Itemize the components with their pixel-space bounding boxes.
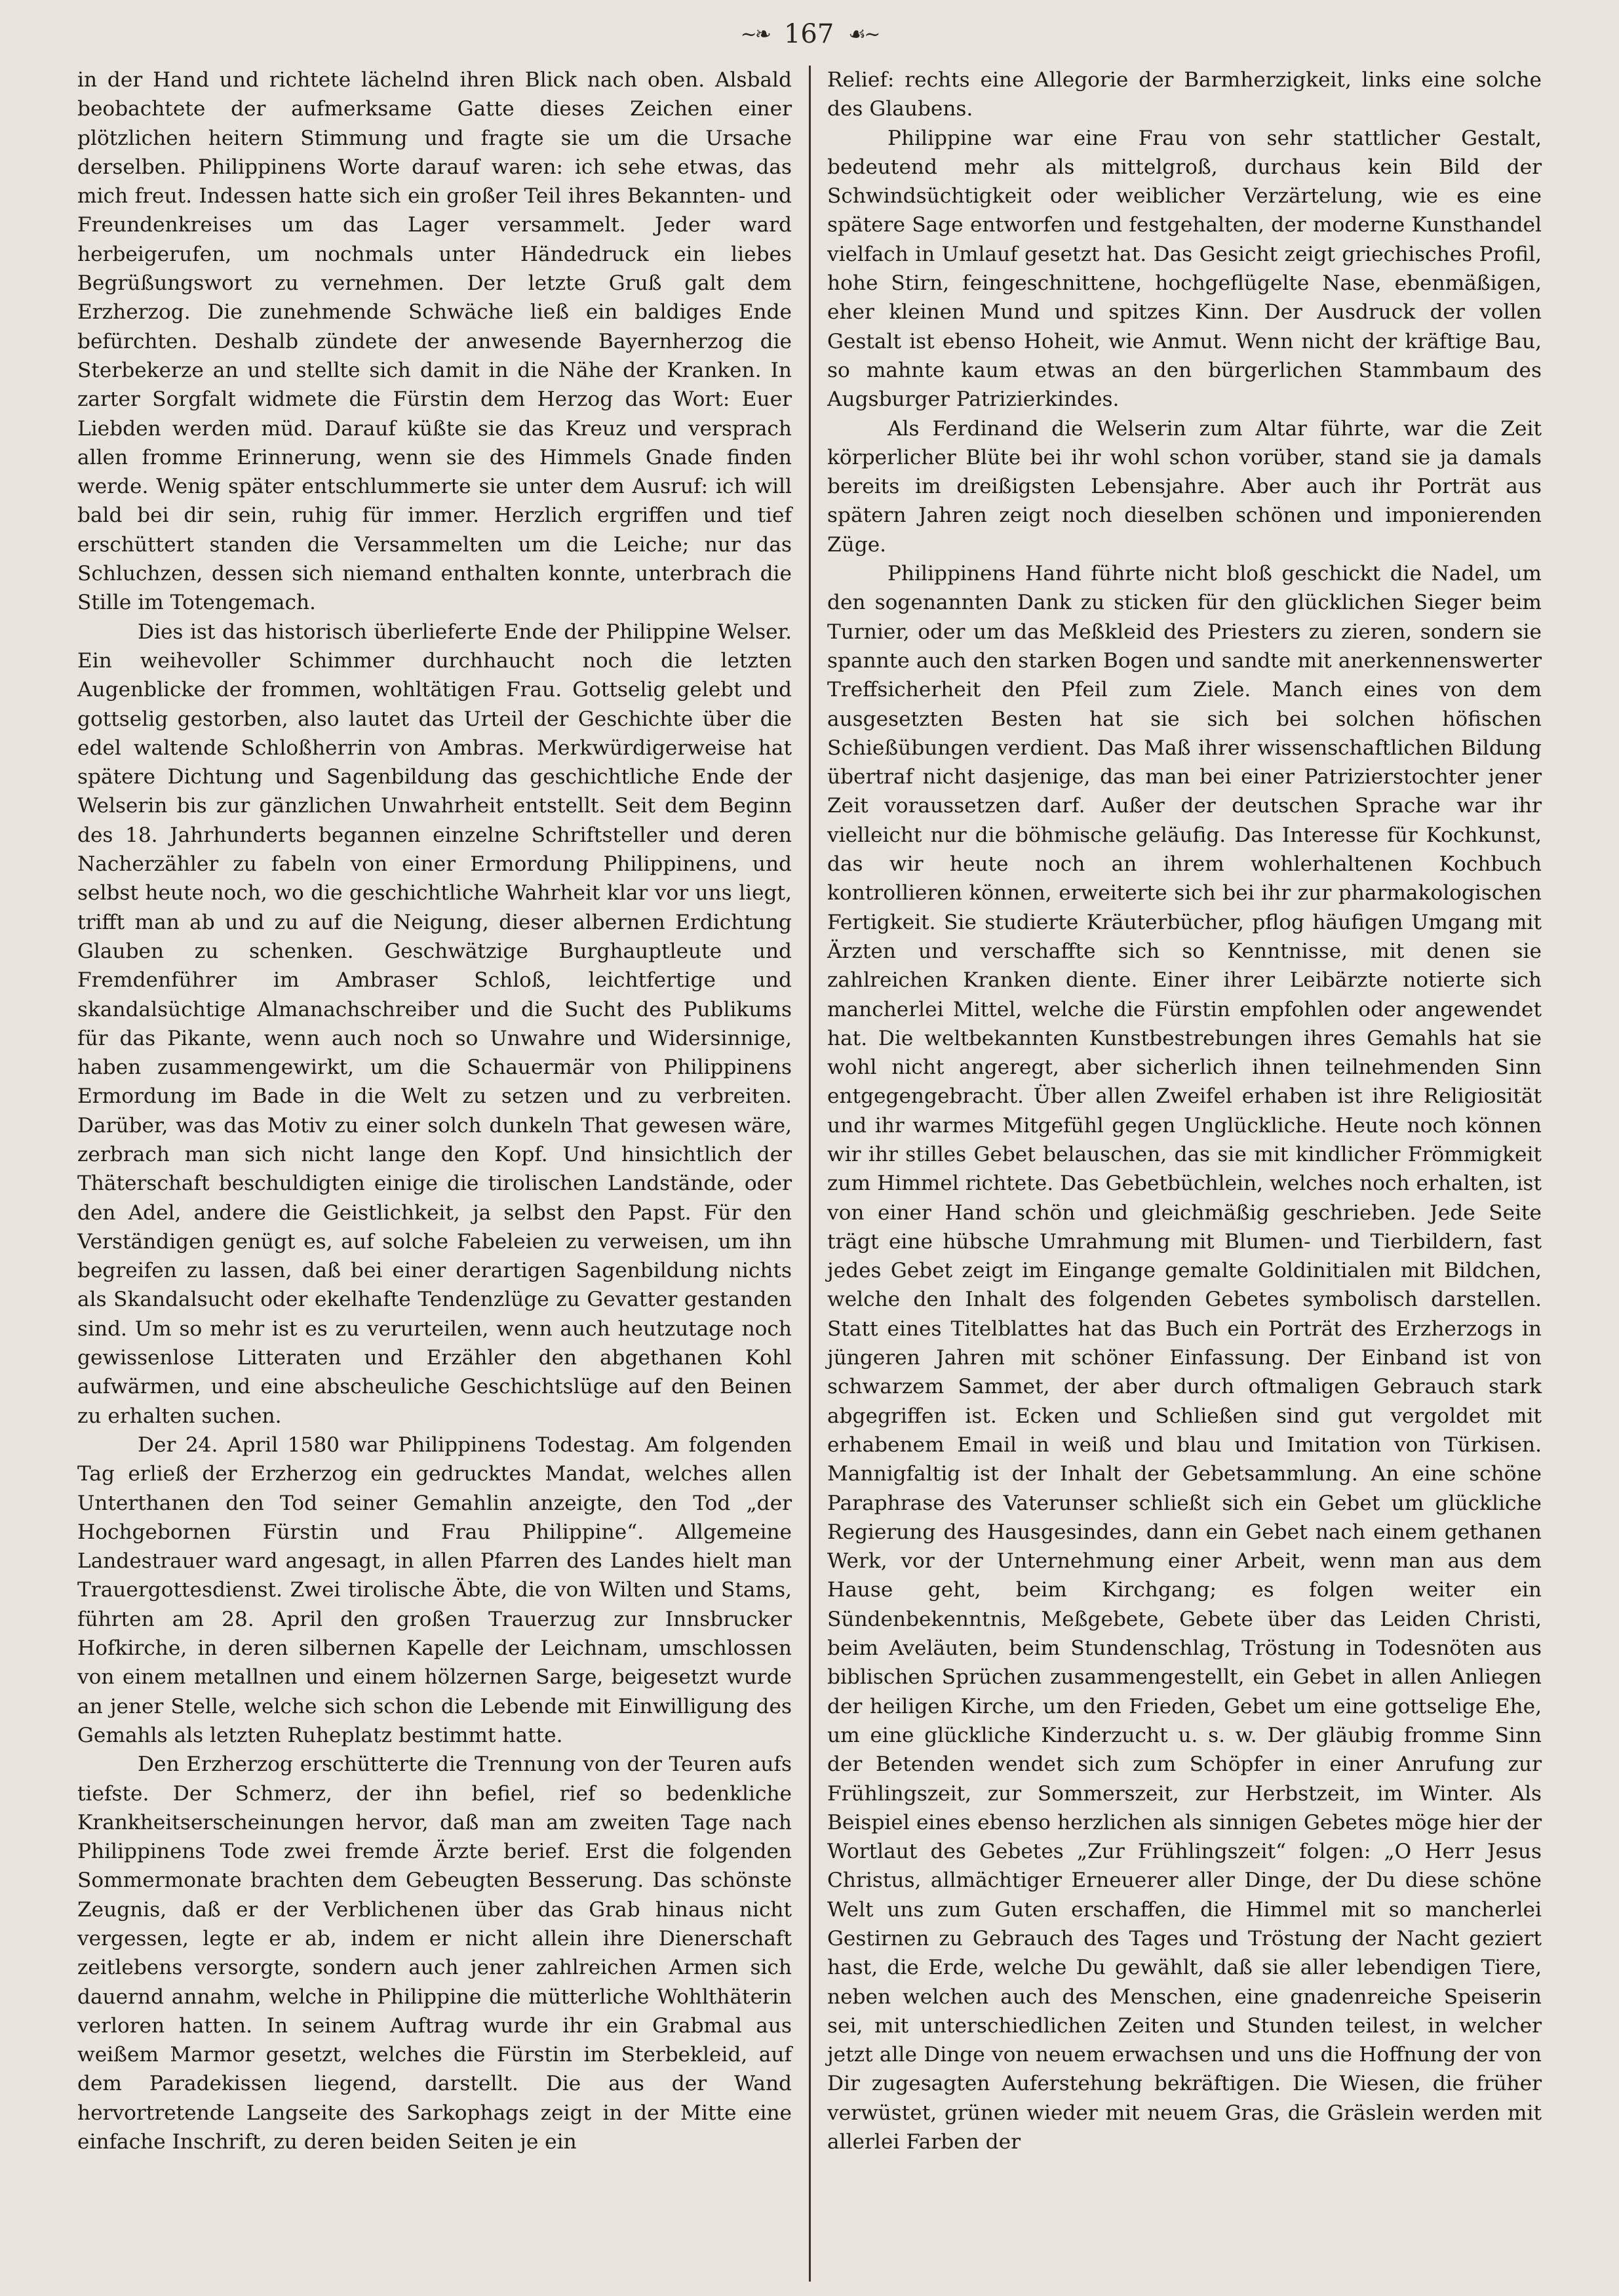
paragraph: in der Hand und richtete lächelnd ihren Blick nach oben. Alsbald beobachtete der aufmerksame Gatte dieses Zeichen einer plötzlichen heitern Stimmung und fragte sie um die Ursache derselben. Philippinens Worte darauf waren: ich sehe etwas, das mich freut. Indessen hatte sich ein großer Teil ihres Bekannten- und Freundenkreises um das Lager versammelt. Jeder ward herbeigerufen, um nochmals unter Händedruck ein liebes Begrüßungswort zu vernehmen. Der letzte Gruß galt dem Erzherzog. Die zunehmende Schwäche ließ ein baldiges Ende befürchten. Deshalb zündete der anwesende Bayernherzog die Sterbekerze an und stellte sich damit in die Nähe der Kranken. In zarter Sorgfalt widmete die Fürstin dem Herzog das Wort: Euer Liebden werden müd. Darauf küßte sie das Kreuz und versprach allen fromme Erinnerung, wenn sie des Himmels Gnade finden werde. Wenig später entschlummerte sie unter dem Ausruf: ich will bald bei dir sein, ruhig für immer. Herzlich ergriffen und tief erschüttert standen die Versammelten um die Leiche; nur das Schluchzen, dessen sich niemand enthalten konnte, unterbrach die Stille im Totengemach.: [77, 68, 792, 615]
paragraph: Philippinens Hand führte nicht bloß geschickt die Nadel, um den sogenannten Dank zu sticken für den glücklichen Sieger beim Turnier, oder um das Meßkleid des Priesters zu zieren, sondern sie spannte auch den starken Bogen und sandte mit anerkennenswerter Treffsicherheit den Pfeil zum Ziele. Manch eines von dem ausgesetzten Besten hat sie sich bei solchen höfischen Schießübungen verdient. Das Maß ihrer wissenschaftlichen Bildung übertraf nicht dasjenige, das man bei einer Patrizierstochter jener Zeit voraussetzen darf. Außer der deutschen Sprache war ihr vielleicht nur die böhmische geläufig. Das Interesse für Kochkunst, das wir heute noch an ihrem wohlerhaltenen Kochbuch kontrollieren können, erweiterte sich bei ihr zur pharmakologischen Fertigkeit. Sie studierte Kräuterbücher, pflog häufigen Umgang mit Ärzten und verschaffte sich so Kenntnisse, mit denen sie zahlreichen Kranken diente. Einer ihrer Leibärzte notierte sich mancherlei Mittel, welche die Fürstin empfohlen oder angewendet hat. Die weltbekannten Kunstbestrebungen ihres Gemahls hat sie wohl nicht angeregt, aber sicherlich ihnen teilnehmenden Sinn entgegengebracht. Über allen Zweifel erhaben ist ihre Religiosität und ihr warmes Mitgefühl gegen Unglückliche. Heute noch können wir ihr stilles Gebet belauschen, das sie mit kindlicher Frömmigkeit zum Himmel richtete. Das Gebetbüchlein, welches noch erhalten, ist von einer Hand schön und gleichmäßig geschrieben. Jede Seite trägt eine hübsche Umrahmung mit Blumen- und Tierbildern, fast jedes Gebet zeigt im Eingange gemalte Goldinitialen mit Bildchen, welche den Inhalt des folgenden Gebetes symbolisch darstellen. Statt eines Titelblattes hat das Buch ein Porträt des Erzherzogs in jüngeren Jahren mit schöner Einfassung. Der Einband ist von schwarzem Sammet, der aber durch oftmaligen Gebrauch stark abgegriffen ist. Ecken und Schließen sind gut vergoldet mit erhabenem Email in weiß und blau und Imitation von Türkisen. Mannigfaltig ist der Inhalt der Gebetsammlung. An eine schöne Paraphrase des Vaterunser schließt sich ein Gebet um glückliche Regierung des Hausgesindes, dann ein Gebet nach einem gethanen Werk, vor der Unternehmung einer Arbeit, wenn man aus dem Hause geht, beim Kirchgang; es folgen weiter ein Sündenbekenntnis, Meßgebete, Gebete über das Leiden Christi, beim Aveläuten, beim Stundenschlag, Tröstung in Todesnöten aus biblischen Sprüchen zusammengestellt, ein Gebet in allen Anliegen der heiligen Kirche, um den Frieden, Gebet um eine gottselige Ehe, um eine glückliche Kinderzucht u. s. w. Der gläubig fromme Sinn der Betenden wendet sich zum Schöpfer in einer Anrufung zur Frühlingszeit, zur Sommerszeit, zur Herbstzeit, im Winter. Als Beispiel eines ebenso herzlichen als sinnigen Gebetes möge hier der Wortlaut des Gebetes „Zur Frühlingszeit“ folgen: „O Herr Jesus Christus, allmächtiger Erneuerer aller Dinge, der Du diese schöne Welt uns zum Guten erschaffen, die Himmel mit so mancherlei Gestirnen zu Gebrauch des Tages und Tröstung der Nacht geziert hast, die Erde, welche Du gewählt, daß sie aller lebendigen Tiere, neben welchen auch des Menschen, eine gnadenreiche Speiserin sei, mit unterschiedlichen Zeiten und Stunden teilest, in welcher jetzt alle Dinge von neuem erwachsen und uns die Hoffnung der von Dir zugesagten Auferstehung bekräftigen. Die Wiesen, die früher verwüstet, grünen wieder mit neuem Gras, die Gräslein werden mit allerlei Farben der: [827, 562, 1542, 2154]
paragraph: Der 24. April 1580 war Philippinens Todestag. Am folgenden Tag erließ der Erzherzog ein gedrucktes Mandat, welches allen Unterthanen den Tod seiner Gemahlin anzeigte, den Tod „der Hochgebornen Fürstin und Frau Philippine“. Allgemeine Landestrauer ward angesagt, in allen Pfarren des Landes hielt man Trauergottesdienst. Zwei tirolische Äbte, die von Wilten und Stams, führten am 28. April den großen Trauerzug zur Innsbrucker Hofkirche, in deren silbernen Kapelle der Leichnam, umschlossen von einem metallnen und einem hölzernen Sarge, beigesetzt wurde an jener Stelle, welche sich schon die Lebende mit Einwilligung des Gemahls als letzten Ruheplatz bestimmt hatte.: [77, 1433, 792, 1747]
paragraph: Den Erzherzog erschütterte die Trennung von der Teuren aufs tiefste. Der Schmerz, der ihn befiel, rief so bedenkliche Krankheitserscheinungen hervor, daß man am zweiten Tage nach Philippinens Tode zwei fremde Ärzte berief. Erst die folgenden Sommermonate brachten dem Gebeugten Besserung. Das schönste Zeugnis, daß er der Verblichenen über das Grab hinaus nicht vergessen, legte er ab, indem er nicht allein ihre Dienerschaft zeitlebens versorgte, sondern auch jener zahlreichen Armen sich dauernd annahm, welche in Philippine die mütterliche Wohlthäterin verloren hatten. In seinem Auftrag wurde ihr ein Grabmal aus weißem Marmor gesetzt, welches die Fürstin im Sterbekleid, auf dem Paradekissen liegend, darstellt. Die aus der Wand hervortretende Langseite des Sarkophags zeigt in der Mitte eine einfache Inschrift, zu deren beiden Seiten je ein: [77, 1752, 792, 2154]
column-divider: [809, 66, 811, 2282]
left-column: [77, 66, 792, 2156]
left-ornament: ~❧: [740, 22, 770, 46]
paragraph: Philippine war eine Frau von sehr stattlicher Gestalt, bedeutend mehr als mittelgroß, durchaus kein Bild der Schwindsüchtigkeit oder weiblicher Verzärtelung, wie es eine spätere Sage entworfen und festgehalten, der moderne Kunsthandel vielfach in Umlauf gesetzt hat. Das Gesicht zeigt griechisches Profil, hohe Stirn, feingeschnittene, hochgeflügelte Nase, ebenmäßigen, eher kleinen Mund und spitzes Kinn. Der Ausdruck der vollen Gestalt ist ebenso Hoheit, wie Anmut. Wenn nicht der kräftige Bau, so mahnte kaum etwas an den bürgerlichen Stammbaum des Augsburger Patrizierkindes.: [827, 126, 1542, 412]
page-number: 167: [783, 19, 834, 49]
paragraph: Relief: rechts eine Allegorie der Barmherzigkeit, links eine solche des Glaubens.: [827, 68, 1542, 121]
paragraph: Als Ferdinand die Welserin zum Altar führte, war die Zeit körperlicher Blüte bei ihr wohl schon vorüber, stand sie ja damals bereits im dreißigsten Lebensjahre. Aber auch ihr Porträt aus spätern Jahren zeigt noch dieselben schönen und imponierenden Züge.: [827, 416, 1542, 557]
right-ornament: ☙~: [848, 22, 879, 46]
page-header: [0, 14, 1619, 54]
paragraph: Dies ist das historisch überlieferte Ende der Philippine Welser. Ein weihevoller Schimmer durchhaucht noch die letzten Augenblicke der frommen, wohltätigen Frau. Gottselig gelebt und gottselig gestorben, also lautet das Urteil der Geschichte über die edel waltende Schloßherrin von Ambras. Merkwürdigerweise hat spätere Dichtung und Sagenbildung das geschichtliche Ende der Welserin bis zur gänzlichen Unwahrheit entstellt. Seit dem Beginn des 18. Jahrhunderts begannen einzelne Schriftsteller und deren Nacherzähler zu fabeln von einer Ermordung Philippinens, und selbst heute noch, wo die geschichtliche Wahrheit klar vor uns liegt, trifft man ab und zu auf die Neigung, dieser albernen Erdichtung Glauben zu schenken. Geschwätzige Burghauptleute und Fremdenführer im Ambraser Schloß, leichtfertige und skandalsüchtige Almanachschreiber und die Sucht des Publikums für das Pikante, wenn auch noch so Unwahre und Widersinnige, haben zusammengewirkt, um die Schauermär von Philippinens Ermordung im Bade in die Welt zu setzen und zu verbreiten. Darüber, was das Motiv zu einer solch dunkeln That gewesen wäre, zerbrach man sich nicht lange den Kopf. Und hinsichtlich der Thäterschaft beschuldigten einige die tirolischen Landstände, oder den Adel, andere die Geistlichkeit, ja selbst den Papst. Für den Verständigen genügt es, auf solche Fabeleien zu verweisen, um ihn begreifen zu lassen, daß bei einer derartigen Sagenbildung nichts als Skandalsucht oder ekelhafte Tendenzlüge zu Gevatter gestanden sind. Um so mehr ist es zu verurteilen, wenn auch heutzutage noch gewissenlose Litteraten und Erzähler den abgethanen Kohl aufwärmen, und eine abscheuliche Geschichtslüge auf den Beinen zu erhalten suchen.: [77, 620, 792, 1428]
right-column: [827, 66, 1542, 2156]
